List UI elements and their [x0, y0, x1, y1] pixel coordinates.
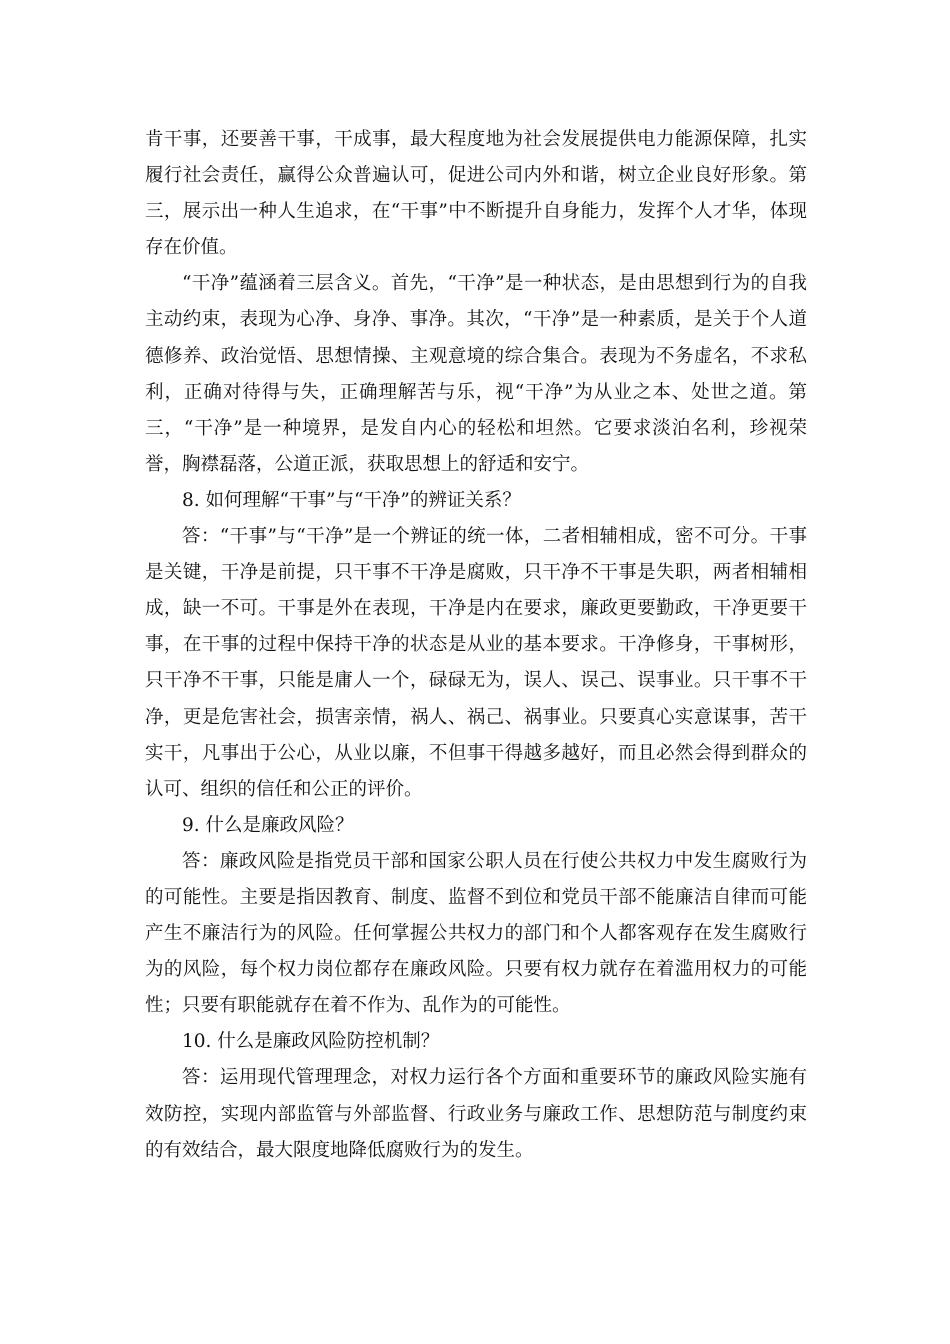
- answer-8: 答：“干事”与“干净”是一个辨证的统一体，二者相辅相成，密不可分。干事是关键，干净是前提，只干事不干净是腐败，只干净不干事是失职，两者相辅相成，缺一不可。干事是外在表现，干净是内在要求，廉政更要勤政，干净更要干事，在干事的过程中保持干净的状态是从业的基本要求。干净修身，干事树形，只干净不干事，只能是庸人一个，碌碌无为，误人、误己、误事业。只干事不干净，更是危害社会，损害亲情，祸人、祸己、祸事业。只要真心实意谋事，苦干实干，凡事出于公心，从业以廉，不但事干得越多越好，而且必然会得到群众的认可、组织的信任和公正的评价。: [145, 526, 807, 800]
- answer-9: 答：廉政风险是指党员干部和国家公职人员在行使公共权力中发生腐败行为的可能性。主要是指因教育、制度、监督不到位和党员干部不能廉洁自律而可能产生不廉洁行为的风险。任何掌握公共权力的部门和个人都客观存在发生腐败行为的风险，每个权力岗位都存在廉政风险。只要有权力就存在着滥用权力的可能性；只要有职能就存在着不作为、乱作为的可能性。: [145, 850, 807, 1017]
- question-10: 10. 什么是廉政风险防控机制？: [182, 1031, 440, 1053]
- question-8: 8. 如何理解“干事”与“干净”的辨证关系？: [182, 489, 521, 511]
- answer-10: 答：运用现代管理理念，对权力运行各个方面和重要环节的廉政风险实施有效防控，实现内部监管与外部监督、行政业务与廉政工作、思想防范与制度约束的有效结合，最大限度地降低腐败行为的发生。: [145, 1067, 807, 1161]
- body-paragraph-ganjing: “干净”蕴涵着三层含义。首先，“干净”是一种状态，是由思想到行为的自我主动约束，表现为心净、身净、事净。其次，“干净”是一种素质，是关于个人道德修养、政治觉悟、思想情操、主观意境的综合集合。表现为不务虚名，不求私利，正确对待得与失，正确理解苦与乐，视“干净”为从业之本、处世之道。第三，“干净”是一种境界，是发自内心的轻松和坦然。它要求淡泊名利，珍视荣誉，胸襟磊落，公道正派，获取思想上的舒适和安宁。: [145, 273, 807, 475]
- document-body: [145, 122, 807, 1169]
- question-9: 9. 什么是廉政风险？: [182, 814, 354, 836]
- continuation-paragraph: 肯干事，还要善干事，干成事，最大程度地为社会发展提供电力能源保障，扎实履行社会责任，赢得公众普遍认可，促进公司内外和谐，树立企业良好形象。第三，展示出一种人生追求，在“干事”中不断提升自身能力，发挥个人才华，体现存在价值。: [145, 129, 807, 259]
